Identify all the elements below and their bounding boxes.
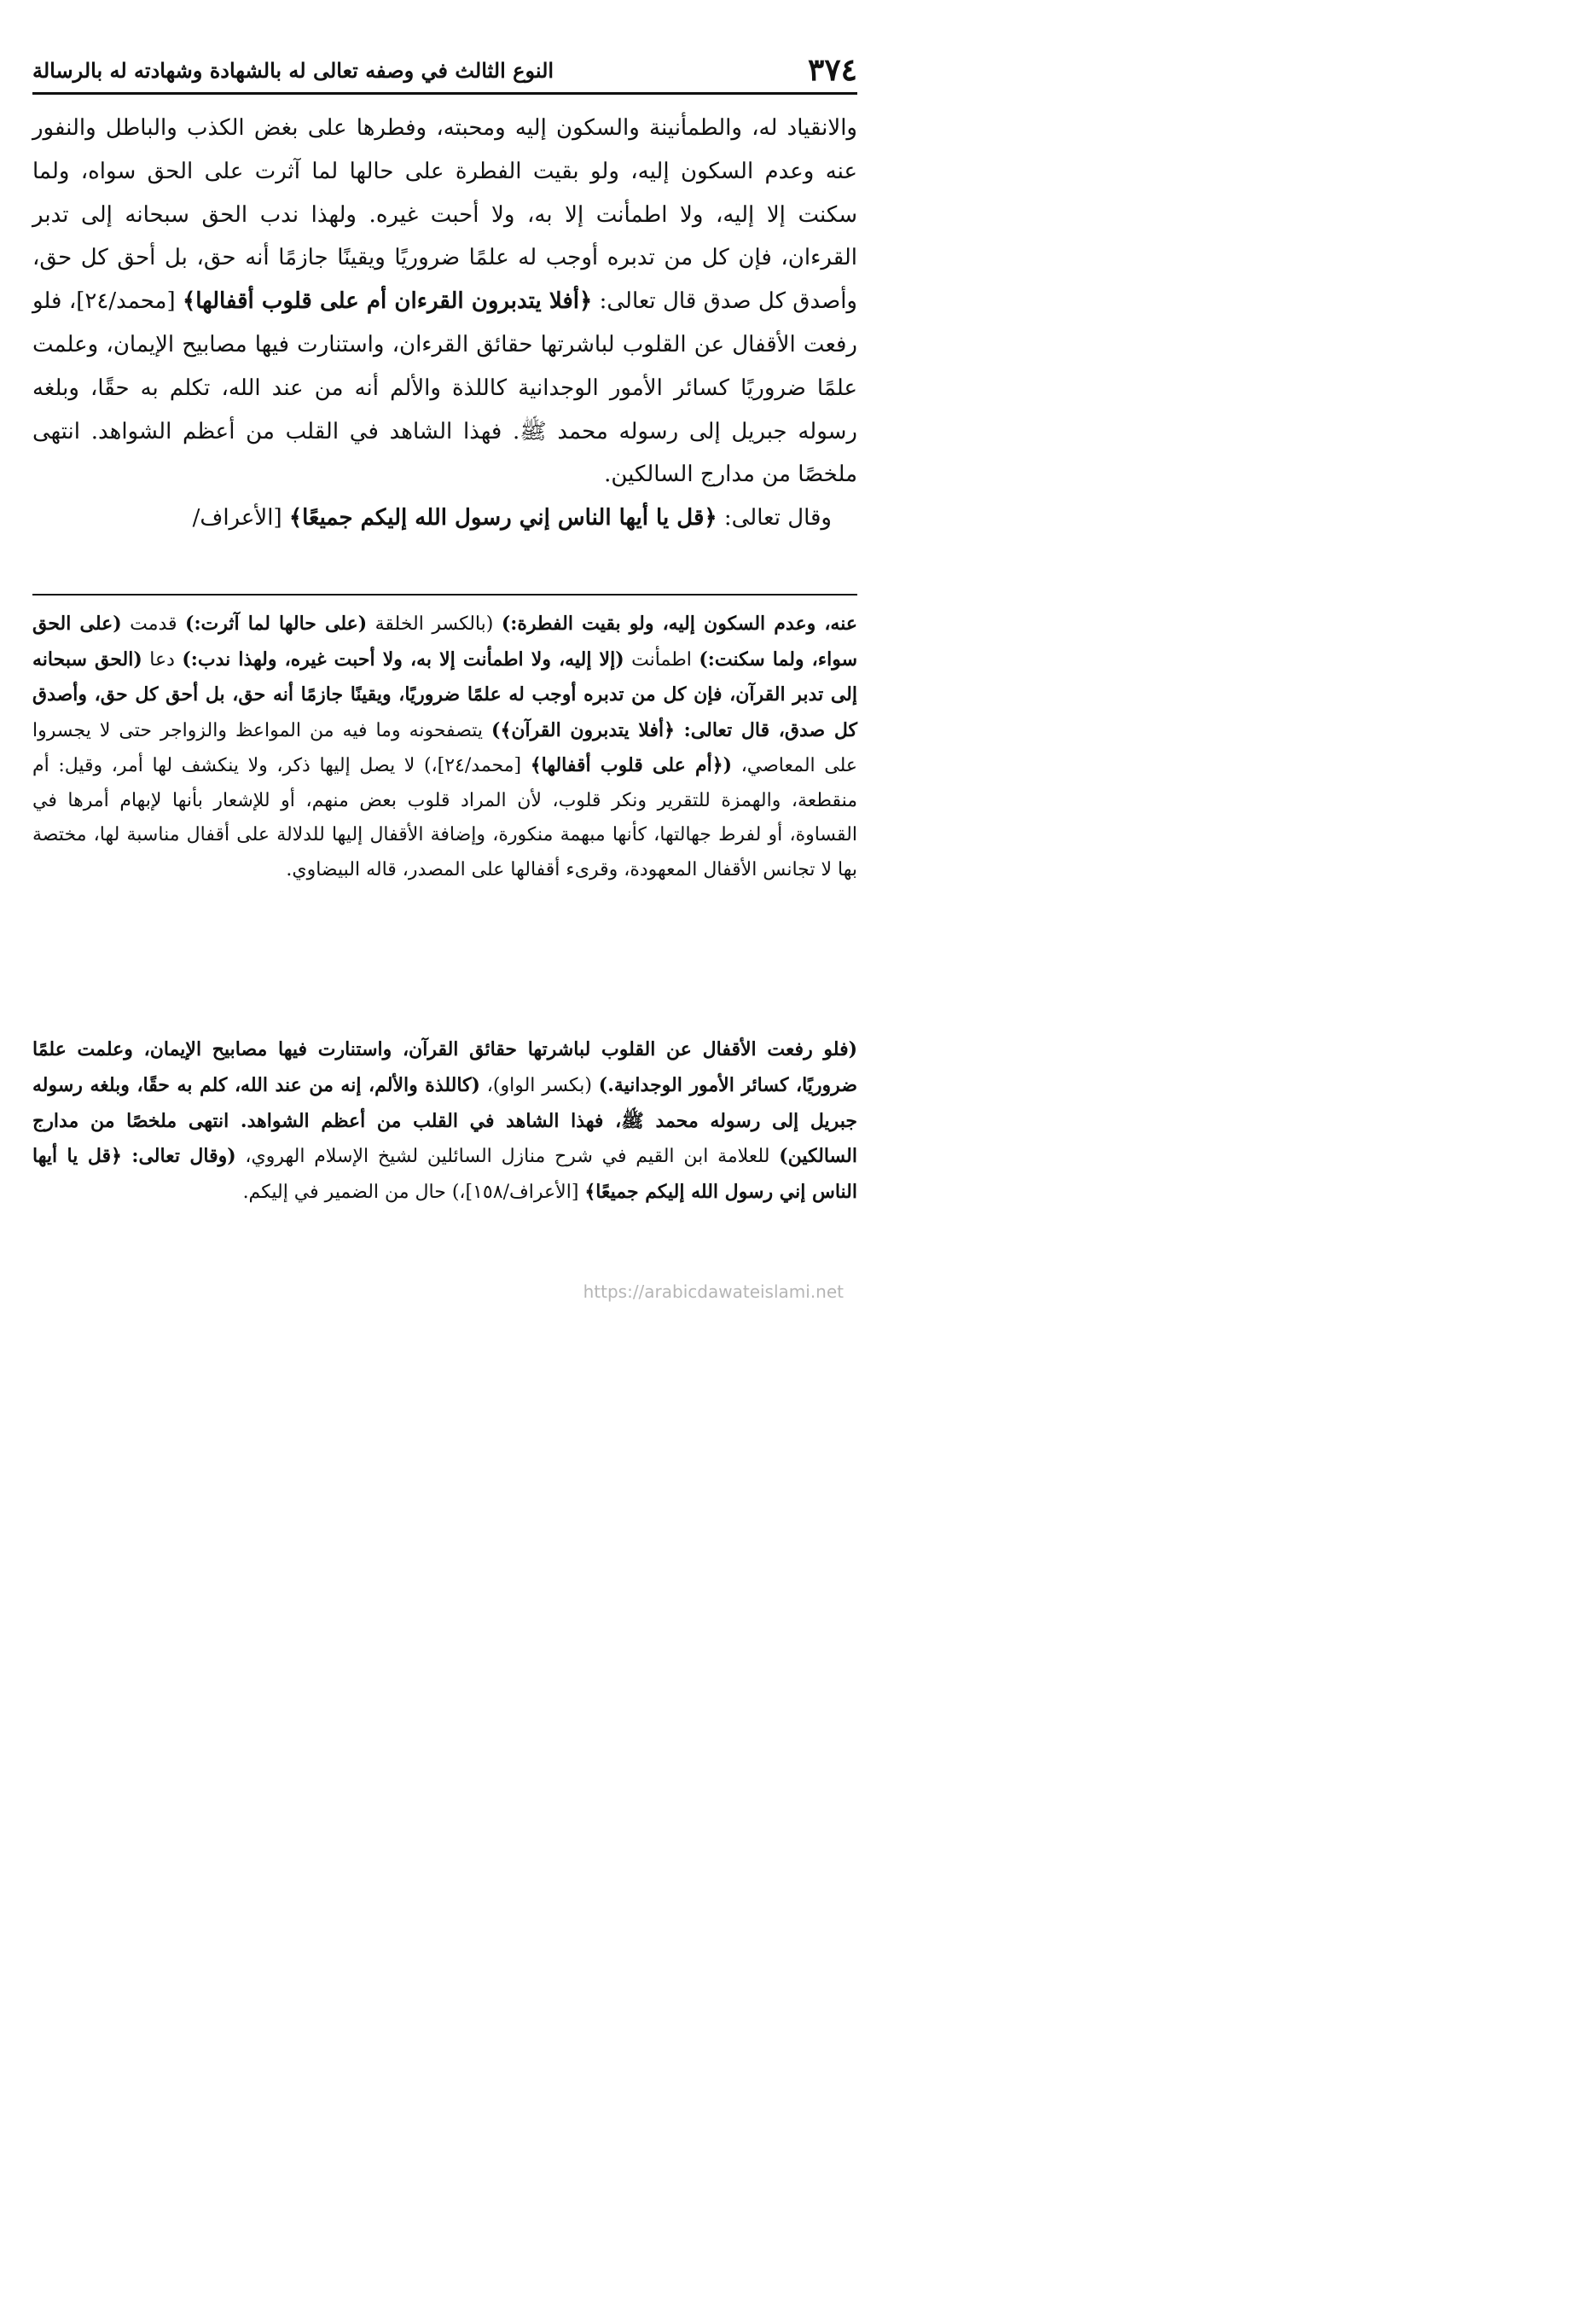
book-page — [0, 0, 893, 1319]
commentary-span: [محمد/٢٤]،) لا يصل إليها ذكر، ولا ينكشف لها أمر، وقيل: أم منقطعة، والهمزة للتقرير ونكر قلوب، لأن المراد قلوب بعض منهم، أو للإشعار بأنها لإبهام أمرها في القساوة، أو لفرط جهالتها، كأنها مبهمة منكورة، وإضافة الأقفال إليها للدلالة على أقفال مناسبة لها، مختصة بها لا تجانس الأقفال المعهودة، وقرىء أقفالها على المصدر، قاله البيضاوي. — [32, 755, 857, 880]
commentary-span: (بكسر الواو)، — [479, 1074, 599, 1096]
commentary-span: (كاللذة والألم، إنه من عند الله، كلم به حقًا، وبلغه رسوله جبريل إلى رسوله محمد ﷺ، فهذا الشاهد في القلب من أعظم الشواهد. انتهى ملخصًا من مدارج السالكين) — [32, 1073, 857, 1168]
commentary-span: للعلامة ابن القيم في شرح منازل السائلين لشيخ الإسلام الهروي، — [235, 1146, 780, 1168]
commentary-span: (على حالها لما آثرت:) — [185, 613, 368, 635]
main-text-span: والانقياد له، والطمأنينة والسكون إليه ومحبته، وفطرها على بغض الكذب والباطل والنفور عنه وعدم السكون إليه، ولو بقيت الفطرة على حالها لما آثرت على الحق سواه، ولما سكنت إلا إليه، ولا اطمأنت إلا به، ولا أحبت غيره. ولهذا ندب الحق سبحانه إلى تدبر القرءان، فإن كل من تدبره أوجب له علمًا ضروريًا ويقينًا جازمًا أنه حق، بل أحق كل حق، وأصدق كل صدق قال تعالى: — [32, 115, 857, 315]
main-paragraph — [32, 497, 857, 540]
commentary-span: (﴿أم على قلوب أقفالها﴾ — [530, 754, 733, 776]
commentary-span: قدمت — [121, 613, 186, 635]
commentary-span: [الأعراف/١٥٨]،) حال من الضمير في إليكم. — [242, 1182, 585, 1204]
commentary-paragraph — [32, 607, 857, 887]
commentary-span: (الحق سبحانه إلى تدبر القرآن، فإن كل من تدبره أوجب له علمًا ضروريًا، ويقينًا جازمًا أنه حق، بل أحق كل حق، وأصدق كل صدق، قال تعالى: ﴿أفلا يتدبرون القرآن﴾) — [32, 648, 858, 741]
page-number: ٣٧٤ — [807, 52, 857, 88]
main-text-span: [محمد/٢٤]، فلو رفعت الأقفال عن القلوب لباشرتها حقائق القرءان، واستنارت فيها مصابيح الإيمان، وعلمت علمًا ضروريًا كسائر الأمور الوجدانية كاللذة والألم أنه من عند الله، تكلم به حقًا، وبلغه رسوله جبريل إلى رسوله محمد ﷺ. فهذا الشاهد في القلب من أعظم الشواهد. انتهى ملخصًا من مدارج السالكين. — [32, 288, 857, 488]
commentary-span: اطمأنت — [624, 648, 699, 671]
commentary-span: دعا — [142, 648, 183, 671]
commentary-span: (على الحق سواء، ولما سكنت:) — [32, 613, 858, 671]
commentary-span: عنه، وعدم السكون إليه، ولو بقيت الفطرة:) — [501, 613, 857, 635]
commentary-span: (إلا إليه، ولا اطمأنت إلا به، ولا أحبت غيره، ولهذا ندب:) — [182, 648, 624, 671]
page-header — [32, 48, 857, 95]
commentary-span: (وقال تعالى: ﴿قل يا أيها الناس إني رسول الله إليكم جميعًا﴾ — [32, 1145, 857, 1204]
running-title: النوع الثالث في وصفه تعالى له بالشهادة وشهادته له بالرسالة — [32, 57, 554, 83]
main-text — [32, 107, 857, 540]
main-text-span: [الأعراف/ — [192, 505, 289, 532]
commentary-block — [32, 1032, 857, 1211]
quran-verse: ﴿قل يا أيها الناس إني رسول الله إليكم جميعًا﴾ — [288, 505, 717, 532]
commentary-block — [32, 607, 857, 887]
commentary-paragraph — [32, 1032, 857, 1211]
main-text-span: وقال تعالى: — [717, 505, 832, 532]
watermark-url: https://arabicdawateislami.net — [583, 1281, 844, 1302]
footnote-divider — [32, 594, 857, 596]
commentary-span: يتصفحونه وما فيه من المواعظ والزواجر حتى لا يجسروا على المعاصي، — [32, 719, 858, 776]
main-paragraph — [32, 107, 857, 497]
commentary-span: (بالكسر الخلقة — [367, 613, 502, 635]
quran-verse: ﴿أفلا يتدبرون القرءان أم على قلوب أقفالها﴾ — [182, 288, 593, 315]
commentary-span: (فلو رفعت الأقفال عن القلوب لباشرتها حقائق القرآن، واستنارت فيها مصابيح الإيمان، وعلمت علمًا ضروريًا، كسائر الأمور الوجدانية.) — [32, 1038, 857, 1096]
